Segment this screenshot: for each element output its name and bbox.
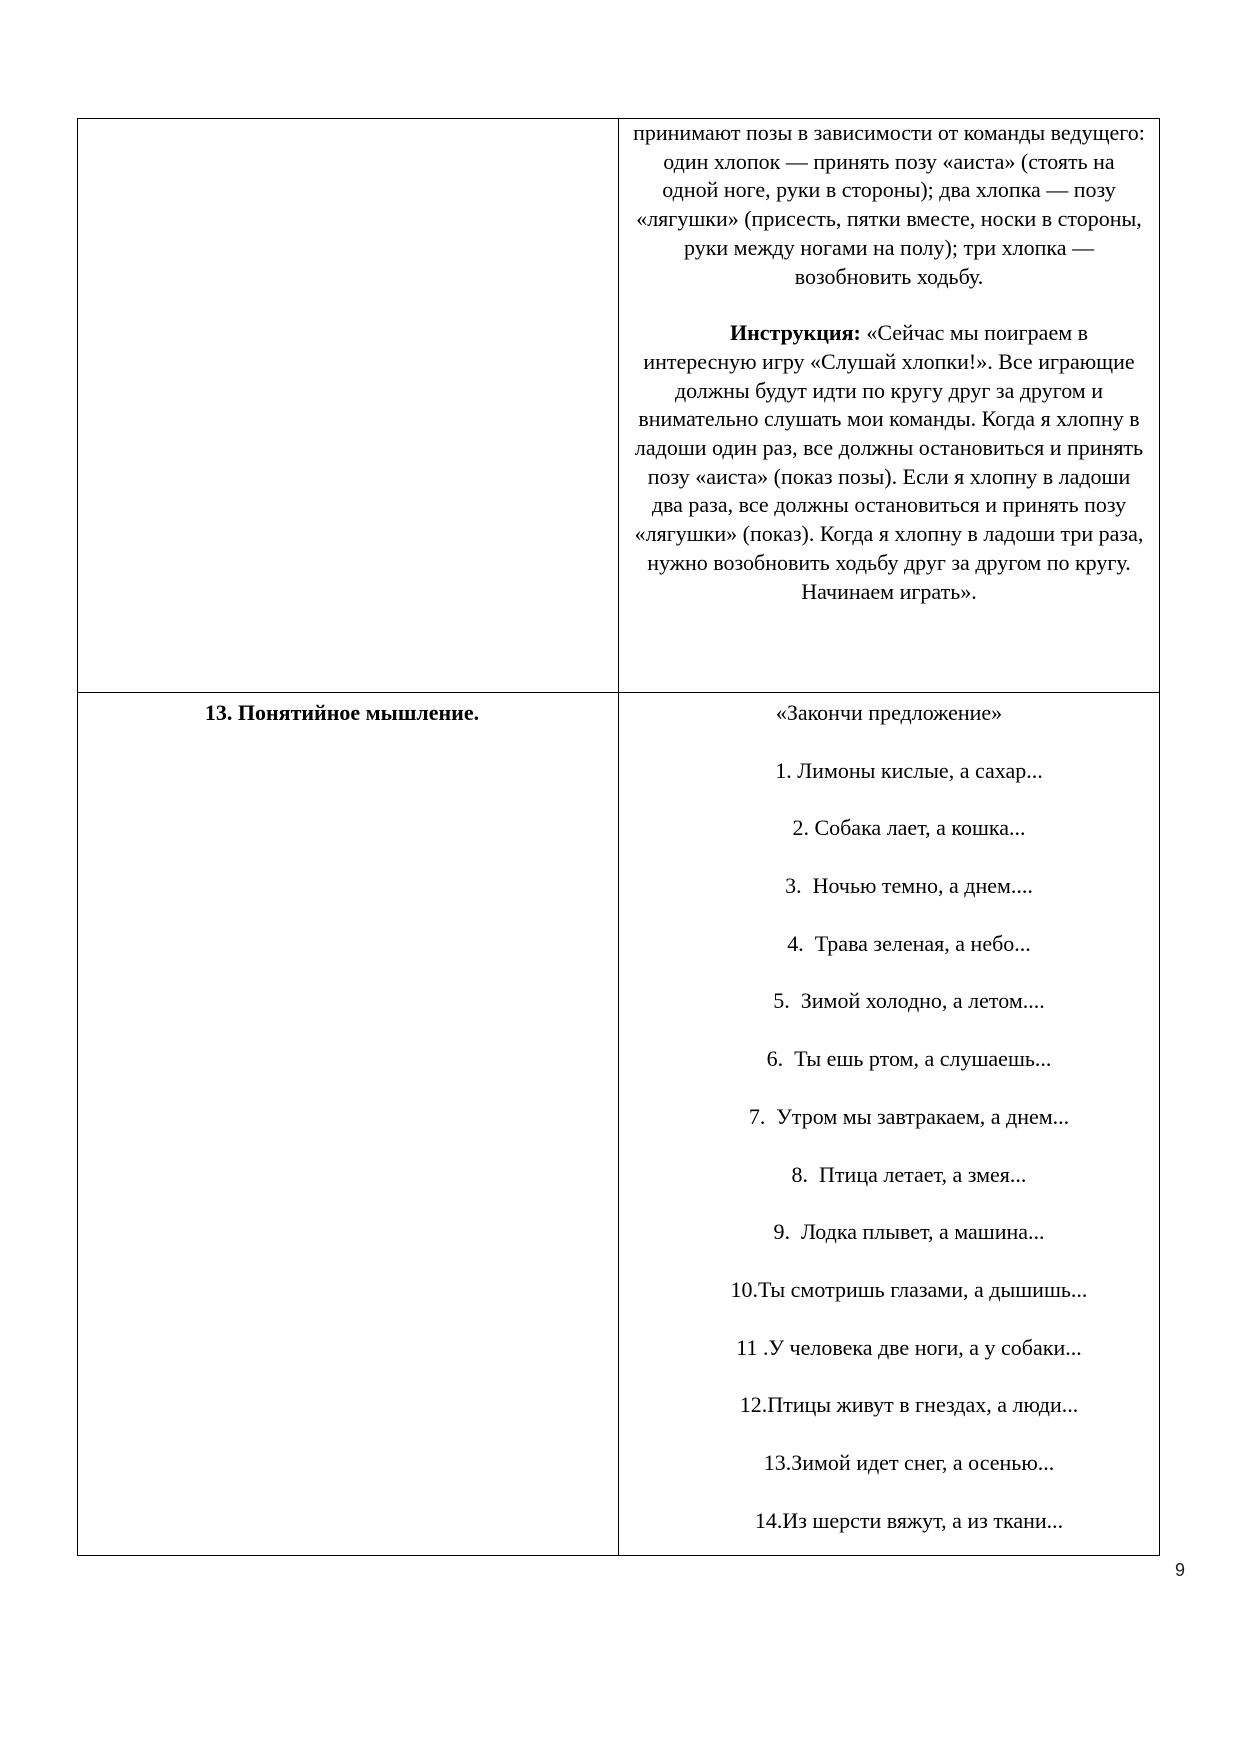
list-item: 11 .У человека две ноги, а у собаки... (736, 1334, 1082, 1360)
list-item: 8. Птица летает, а змея... (791, 1161, 1027, 1187)
section-heading: 13. Понятийное мышление. (204, 700, 480, 725)
row2-right-cell (619, 693, 1160, 1556)
row2-left-cell (78, 693, 619, 1556)
sentence-list (619, 757, 1159, 1535)
table-row (78, 693, 1160, 1556)
list-item: 9. Лодка плывет, а машина... (773, 1219, 1045, 1245)
list-item: 13.Зимой идет снег, а осенью... (763, 1449, 1055, 1475)
row1-right-cell (619, 119, 1160, 693)
table-row (78, 119, 1160, 693)
instruction-label: Инструкция: (729, 320, 861, 346)
row1-left-cell (78, 119, 619, 693)
game-description: принимают позы в зависимости от команды ведущего: один хлопок — принять позу «аиста» (стоять на одной ноге, руки в стороны); два хлопка — позу «лягушки» (присесть, пятки вместе, носки в стороны, руки между ногами на полу); три хлопка — возобновить ходьбу. (633, 120, 1145, 289)
list-item: 1. Лимоны кислые, а сахар... (775, 757, 1043, 783)
list-item: 4. Трава зеленая, а небо... (787, 930, 1031, 956)
list-item: 2. Собака лает, а кошка... (792, 815, 1026, 841)
list-item: 6. Ты ешь ртом, а слушаешь... (766, 1046, 1052, 1072)
exercise-table (77, 118, 1160, 1556)
instruction-paragraph (633, 319, 1145, 606)
game-description-block (619, 119, 1159, 606)
page-number: 9 (1175, 1560, 1186, 1580)
list-item: 5. Зимой холодно, а летом.... (773, 988, 1045, 1014)
list-item: 3. Ночью темно, а днем.... (785, 873, 1033, 899)
game-title: «Закончи предложение» (775, 700, 1003, 725)
list-item: 10.Ты смотришь глазами, а дышишь... (730, 1276, 1088, 1302)
list-item: 14.Из шерсти вяжут, а из ткани... (754, 1507, 1064, 1533)
list-item: 12.Птицы живут в гнездах, а люди... (739, 1392, 1079, 1418)
instruction-text: «Сейчас мы поиграем в интересную игру «Слушай хлопки!». Все играющие должны будут идти по кругу друг за другом и внимательно слушать мои команды. Когда я хлопну в ладоши один раз, все должны остановиться и принять позу «аиста» (показ позы). Если я хлопну в ладоши два раза, все должны остановиться и принять позу «лягушки» (показ). Когда я хлопну в ладоши три раза, нужно возобновить ходьбу друг за другом по кругу. Начинаем играть». (634, 320, 1144, 604)
list-item: 7. Утром мы завтракаем, а днем... (748, 1103, 1070, 1129)
